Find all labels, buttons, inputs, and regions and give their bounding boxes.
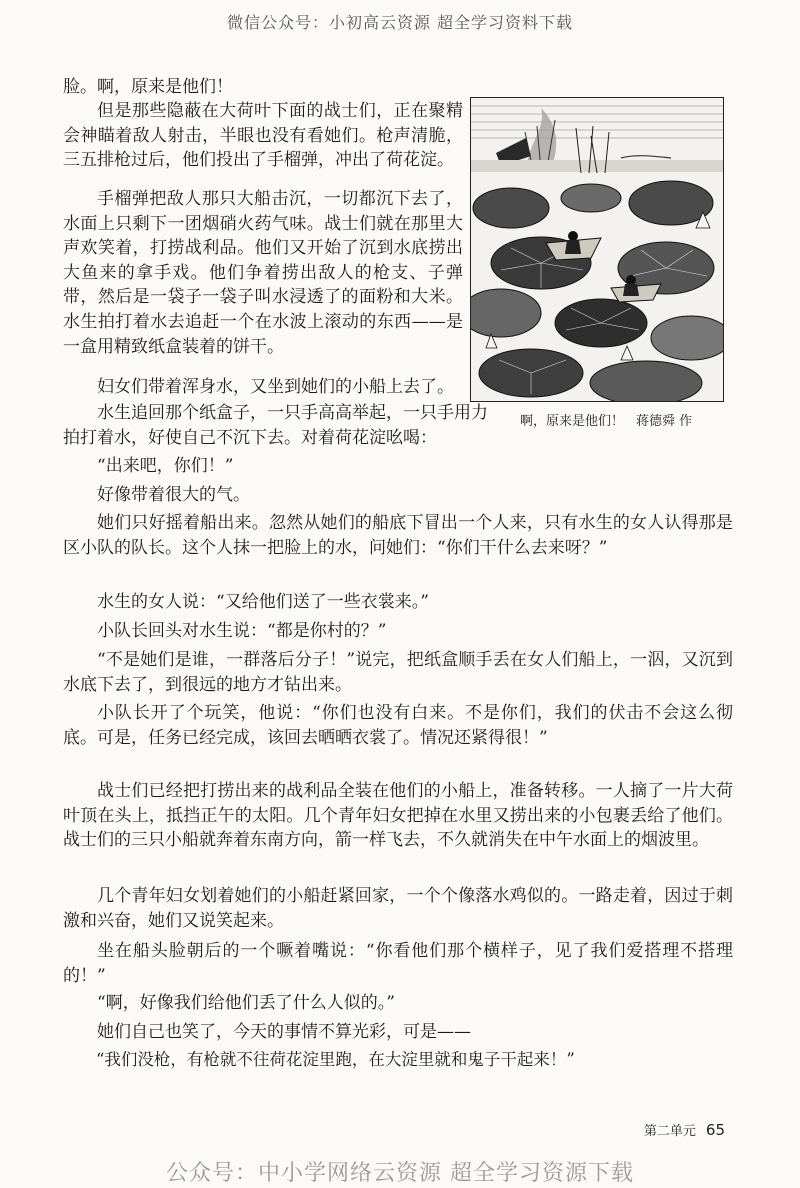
paragraph: “出来吧，你们！” xyxy=(97,456,234,476)
top-watermark-banner: 微信公众号：小初高云资源 超全学习资料下载 xyxy=(226,13,574,32)
unit-label: 第二单元 xyxy=(643,1124,696,1139)
paragraph: 妇女们带着浑身水，又坐到她们的小船上去了。 xyxy=(97,377,454,397)
page-number: 65 xyxy=(705,1121,725,1139)
bottom-watermark-banner: 公众号：中小学网络云资源 超全学习资源下载 xyxy=(166,1161,634,1186)
caption-author: 蒋德舜 作 xyxy=(636,414,693,429)
paragraph: 脸。啊，原来是他们！ xyxy=(63,77,233,97)
paragraph: 战士们已经把打捞出来的战利品全装在他们的小船上，准备转移。一人摘了一片大荷叶顶在头上，抵挡正午的太阳。几个青年妇女把掉在水里又捞出来的小包裹丢给了他们。战士们的三只小船就奔着东南方向，箭一样飞去，不久就消失在中午水面上的烟波里。 xyxy=(63,781,733,851)
paragraph: 手榴弹把敌人那只大船击沉，一切都沉下去了，水面上只剩下一团烟硝火药气味。战士们就在那里大声欢笑着，打捞战利品。他们又开始了沉到水底捞出大鱼来的拿手戏。他们争着捞出敌人的枪支、子弹带，然后是一袋子一袋子叫水浸透了的面粉和大米。水生拍打着水去追赶一个在水波上滚动的东西——是一盒用精致纸盒装着的饼干。 xyxy=(63,189,463,357)
paragraph: 她们自己也笑了，今天的事情不算光彩，可是—— xyxy=(97,1022,471,1042)
paragraph: 但是那些隐蔽在大荷叶下面的战士们，正在聚精会神瞄着敌人射击，半眼也没有看她们。枪声清脆，三五排枪过后，他们投出了手榴弹，冲出了荷花淀。 xyxy=(63,101,463,171)
figure-caption xyxy=(520,410,725,429)
paragraph: 几个青年妇女划着她们的小船赶紧回家，一个个像落水鸡似的。一路走着，因过于刺激和兴奋，她们又说笑起来。 xyxy=(63,886,733,931)
paragraph: 小队长回头对水生说：“都是你村的？” xyxy=(97,621,387,641)
paragraph: 水生追回那个纸盒子，一只手高高举起，一只手用力拍打着水，好使自己不沉下去。对着荷花淀吆喝： xyxy=(63,403,488,448)
page-footer xyxy=(644,1120,725,1139)
paragraph: 坐在船头脸朝后的一个噘着嘴说：“你看他们那个横样子，见了我们爱搭理不搭理的！” xyxy=(63,941,733,986)
illustration xyxy=(470,97,724,402)
paragraph: 小队长开了个玩笑，他说：“你们也没有白来。不是你们，我们的伏击不会这么彻底。可是，任务已经完成，该回去晒晒衣裳了。情况还紧得很！” xyxy=(63,703,733,748)
paragraph: 水生的女人说：“又给他们送了一些衣裳来。” xyxy=(97,592,429,612)
paragraph: “啊，好像我们给他们丢了什么人似的。” xyxy=(97,993,395,1013)
paragraph: “不是她们是谁，一群落后分子！”说完，把纸盒顺手丢在女人们船上，一泅，又沉到水底下去了，到很远的地方才钻出来。 xyxy=(63,650,733,695)
paragraph: 她们只好摇着船出来。忽然从她们的船底下冒出一个人来，只有水生的女人认得那是区小队的队长。这个人抹一把脸上的水，问她们：“你们干什么去来呀？” xyxy=(63,513,733,558)
paragraph: 好像带着很大的气。 xyxy=(97,485,250,505)
caption-title: 啊，原来是他们！ xyxy=(520,414,625,429)
lotus-battle-illustration xyxy=(471,98,723,401)
paragraph: “我们没枪，有枪就不往荷花淀里跑，在大淀里就和鬼子干起来！” xyxy=(96,1050,575,1069)
